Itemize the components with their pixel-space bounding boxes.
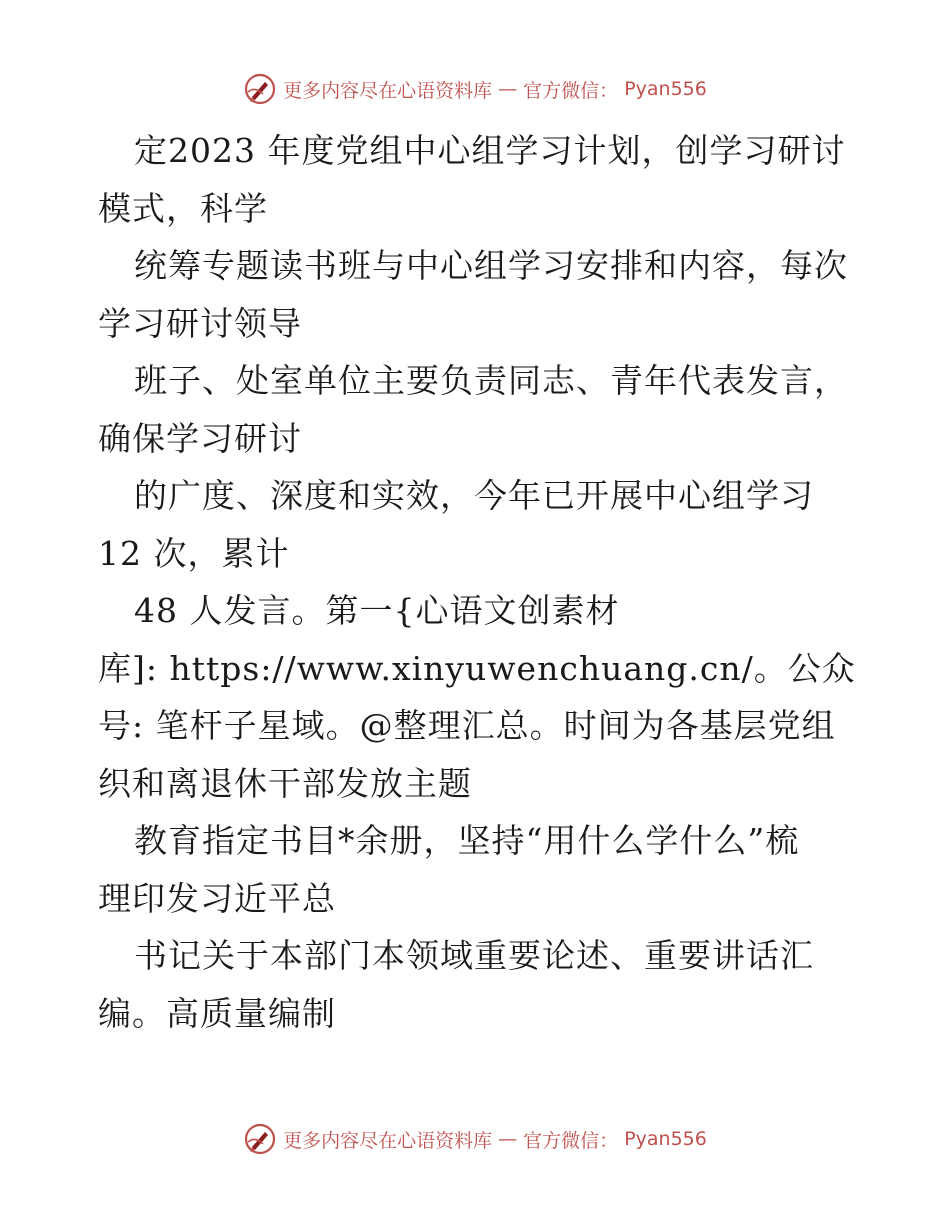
body-line: 模式，科学: [98, 188, 268, 228]
body-line: 的广度、深度和实效，今年已开展中心组学习: [134, 476, 814, 515]
body-line: 班子、处室单位主要负责同志、青年代表发言，: [134, 361, 848, 400]
body-line: 48 人发言。第一{心语文创素材: [134, 591, 620, 630]
body-line: 书记关于本部门本领域重要论述、重要讲话汇: [134, 936, 814, 975]
body-line: 确保学习研讨: [98, 418, 302, 458]
body-line: 理印发习近平总: [98, 878, 336, 918]
watermark-separator: —: [498, 1128, 518, 1150]
watermark-wechat-account: Pyan556: [624, 1128, 707, 1150]
watermark-wechat-label: 官方微信：: [523, 1129, 619, 1152]
watermark-separator: —: [498, 78, 518, 100]
watermark-wechat-account: Pyan556: [624, 78, 707, 100]
body-line: 统筹专题读书班与中心组学习安排和内容，每次: [134, 246, 848, 285]
header-watermark: [0, 72, 950, 106]
document-body: [98, 122, 878, 1042]
watermark-wechat-label: 官方微信：: [523, 79, 619, 102]
pen-logo-icon: [243, 1122, 277, 1156]
pen-logo-icon: [243, 72, 277, 106]
body-line: 织和离退休干部发放主题: [98, 763, 472, 803]
footer-watermark: [0, 1122, 950, 1156]
watermark-text: 更多内容尽在心语资料库: [283, 1129, 493, 1152]
body-line: 教育指定书目*余册，坚持“用什么学什么”梳: [134, 821, 800, 860]
body-line: 12 次，累计: [98, 533, 290, 573]
body-line: 学习研讨领导: [98, 303, 302, 343]
watermark-text: 更多内容尽在心语资料库: [283, 79, 493, 102]
body-line: 号: 笔杆子星域。@整理汇总。时间为各基层党组: [98, 706, 836, 745]
body-line: 库]: https://www.xinyuwenchuang.cn/。公众: [98, 648, 856, 688]
body-line: 编。高质量编制: [98, 993, 336, 1033]
body-line: 定2023 年度党组中心组学习计划，创学习研讨: [134, 131, 846, 170]
